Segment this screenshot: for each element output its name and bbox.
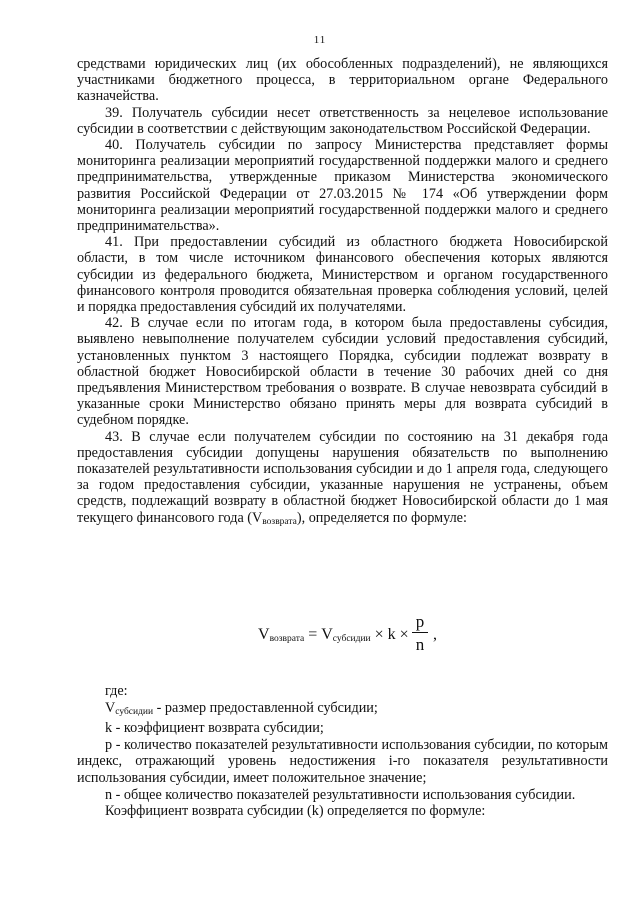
def-v-symbol: V [105, 699, 116, 716]
formula-sub-subsidy: субсидии [332, 634, 371, 644]
def-v-sub: субсидии [115, 706, 154, 717]
def-v [77, 700, 608, 721]
definitions [77, 683, 608, 820]
return-formula [258, 612, 458, 660]
paragraph-continuation: средствами юридических лиц (их обособленных подразделений), не являющихся участниками бюджетного процесса, в территориальном органе Федерального казначейства. [77, 56, 608, 105]
def-k: k - коэффициент возврата субсидии; [105, 720, 324, 737]
page-number: 11 [313, 34, 327, 46]
formula-comma: , [433, 626, 437, 643]
def-p: p - количество показателей результативности использования субсидии, по которым индекс, отражающий уровень недостижения i-го показателя результативности использования субсидии, имеет положительное значение; [77, 736, 608, 786]
def-k-formula: Коэффициент возврата субсидии (k) определяется по формуле: [105, 803, 486, 820]
v-return-subscript: возврата [262, 516, 297, 527]
def-v-text: - размер предоставленной субсидии; [153, 699, 378, 716]
formula-mid: × k × [370, 626, 409, 643]
def-where: где: [105, 683, 128, 699]
paragraph-43 [77, 429, 608, 530]
paragraph-41: 41. При предоставлении субсидий из областного бюджета Новосибирской области, в том числе источником финансового обеспечения которых являются субсидии из федерального бюджета, Министерством и органом государственного финансового контроля проводится обязательная проверка соблюдения условий, целей и порядка предоставления субсидий их получателями. [77, 234, 608, 316]
formula-v: V [258, 626, 270, 643]
def-n: n - общее количество показателей результативности использования субсидии. [105, 786, 576, 803]
fraction-numerator: p [415, 612, 425, 631]
paragraph-42: 42. В случае если по итогам года, в котором была предоставлены субсидия, выявлено невыполнение получателем субсидии условий предоставления субсидий, установленных пунктом 3 настоящего Порядка, субсидии подлежат возврату в областной бюджет Новосибирской области в течение 30 рабочих дней со дня предъявления Министерством требования о возврате. В случае невозврата субсидий в указанные сроки Министерство обязано принять меры для возврата субсидий в судебном порядке. [77, 315, 608, 429]
paragraph-40: 40. Получатель субсидии по запросу Министерства представляет формы мониторинга реализации мероприятий государственной поддержки малого и среднего предпринимательства, утвержденные приказом Министерства экономического развития Российской Федерации от 27.03.2015 № 174 «Об утверждении форм мониторинга реализации мероприятий государственной поддержки малого и среднего предпринимательства». [77, 137, 608, 235]
paragraph-43-tail: ), определяется по формуле: [296, 509, 467, 526]
fraction-denominator: n [415, 635, 425, 654]
paragraph-39: 39. Получатель субсидии несет ответственность за нецелевое использование субсидии в соответствии с действующим законодательством Российской Федерации. [77, 104, 608, 137]
formula-fraction [410, 612, 430, 655]
formula-line [258, 626, 409, 644]
document-body [77, 56, 608, 530]
formula-eq: = V [304, 626, 333, 643]
paragraph-43-text: 43. В случае если получателем субсидии по состоянию на 31 декабря года предоставления субсидии допущены нарушения обязательств по выполнению показателей результативности использования субсидии и до 1 апреля года, следующего за годом предоставления субсидии, указанные нарушения не устранены, объем средств, подлежащий возврату в областной бюджет Новосибирской области до 1 мая текущего финансового года (V [77, 428, 608, 526]
formula-sub-return: возврата [269, 634, 305, 644]
